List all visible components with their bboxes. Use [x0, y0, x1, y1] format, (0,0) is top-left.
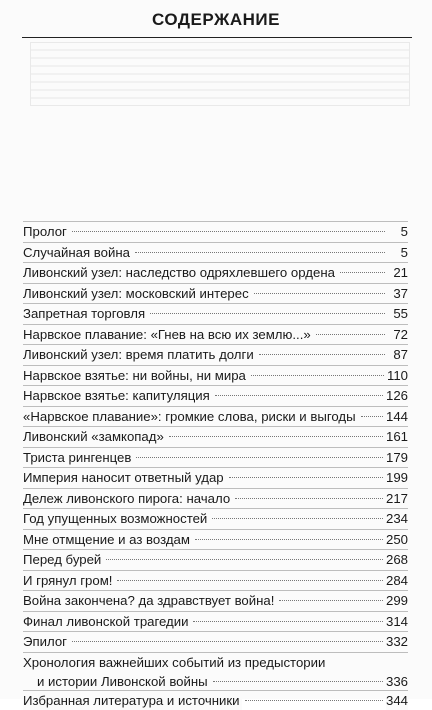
toc-entry — [23, 406, 408, 427]
toc-entry-page: 234 — [386, 509, 408, 529]
toc-leader-dots — [72, 641, 383, 642]
toc-entry — [23, 283, 408, 304]
toc-entry — [23, 365, 408, 386]
toc-leader-dots — [259, 354, 385, 355]
toc-entry-page: 336 — [386, 672, 408, 692]
toc-leader-dots — [279, 600, 383, 601]
toc-entry — [23, 549, 408, 570]
toc-entry-page: 110 — [387, 366, 408, 386]
toc-leader-dots — [193, 621, 383, 622]
toc-leader-dots — [136, 457, 383, 458]
bleed-through-block — [30, 42, 410, 106]
toc-entry-page: 144 — [386, 407, 408, 427]
toc-entry — [23, 344, 408, 365]
toc-entry-title: Перед бурей — [23, 550, 103, 570]
toc-entry-page: 126 — [386, 386, 408, 406]
toc-entry-page: 5 — [388, 243, 408, 263]
toc-entry-title: Случайная война — [23, 243, 132, 263]
toc-entry-title-line2: и истории Ливонской войны — [37, 672, 210, 692]
toc-entry — [23, 508, 408, 529]
toc-entry — [23, 652, 408, 690]
toc-entry — [23, 221, 408, 242]
toc-entry-title: Ливонский узел: московский интерес — [23, 284, 251, 304]
table-of-contents — [23, 221, 408, 710]
toc-entry-title: Дележ ливонского пирога: начало — [23, 489, 232, 509]
toc-entry-title: Год упущенных возможностей — [23, 509, 209, 529]
toc-entry-page: 217 — [386, 489, 408, 509]
toc-entry-page: 299 — [386, 591, 408, 611]
toc-entry-title: Финал ливонской трагедии — [23, 612, 190, 632]
toc-entry — [23, 467, 408, 488]
toc-entry-title: Ливонский узел: наследство одряхлевшего ордена — [23, 263, 337, 283]
toc-entry-page: 87 — [388, 345, 408, 365]
toc-entry-title: Триста рингенцев — [23, 448, 133, 468]
toc-entry-page: 55 — [388, 304, 408, 324]
toc-leader-dots — [150, 313, 385, 314]
toc-entry-title: Ливонский «замкопад» — [23, 427, 166, 447]
toc-entry-page: 37 — [388, 284, 408, 304]
toc-leader-dots — [361, 416, 383, 417]
toc-entry — [23, 529, 408, 550]
toc-entry — [23, 262, 408, 283]
toc-entry-title: Избранная литература и источники — [23, 691, 242, 710]
toc-leader-dots — [195, 539, 383, 540]
page-title: СОДЕРЖАНИЕ — [0, 10, 432, 30]
toc-entry-title: Нарвское взятье: капитуляция — [23, 386, 212, 406]
toc-entry — [23, 385, 408, 406]
toc-entry-page: 21 — [388, 263, 408, 283]
toc-leader-dots — [316, 334, 385, 335]
toc-entry — [23, 426, 408, 447]
toc-entry-title: Эпилог — [23, 632, 69, 652]
toc-entry — [23, 590, 408, 611]
toc-entry-page: 250 — [386, 530, 408, 550]
toc-entry — [23, 242, 408, 263]
toc-entry-page: 332 — [386, 632, 408, 652]
toc-entry-title: Ливонский узел: время платить долги — [23, 345, 256, 365]
toc-entry-title-line1: Хронология важнейших событий из предыстории — [23, 653, 408, 673]
toc-entry — [23, 631, 408, 652]
toc-entry — [23, 488, 408, 509]
toc-entry — [23, 324, 408, 345]
toc-leader-dots — [117, 580, 383, 581]
toc-entry-page: 344 — [386, 691, 408, 710]
toc-entry-title: Нарвское плавание: «Гнев на всю их землю...» — [23, 325, 313, 345]
toc-leader-dots — [72, 231, 385, 232]
toc-entry-page: 5 — [388, 222, 408, 242]
toc-entry-title: Пролог — [23, 222, 69, 242]
toc-entry-title: Война закончена? да здравствует война! — [23, 591, 276, 611]
toc-entry-title: Запретная торговля — [23, 304, 147, 324]
toc-entry — [23, 611, 408, 632]
toc-entry — [23, 447, 408, 468]
toc-leader-dots — [215, 395, 383, 396]
toc-leader-dots — [340, 272, 385, 273]
toc-entry — [23, 303, 408, 324]
toc-entry-page: 72 — [388, 325, 408, 345]
toc-leader-dots — [169, 436, 383, 437]
toc-entry — [23, 690, 408, 710]
toc-entry — [23, 570, 408, 591]
toc-entry-title: И грянул гром! — [23, 571, 114, 591]
toc-entry-page: 199 — [386, 468, 408, 488]
toc-leader-dots — [229, 477, 383, 478]
toc-leader-dots — [213, 681, 383, 682]
toc-entry-page: 179 — [386, 448, 408, 468]
toc-entry-page: 314 — [386, 612, 408, 632]
toc-leader-dots — [245, 700, 383, 701]
toc-leader-dots — [135, 252, 385, 253]
toc-leader-dots — [106, 559, 383, 560]
toc-entry-page: 161 — [386, 427, 408, 447]
toc-leader-dots — [235, 498, 383, 499]
toc-leader-dots — [254, 293, 385, 294]
toc-entry-title: «Нарвское плавание»: громкие слова, риски и выгоды — [23, 407, 358, 427]
toc-entry-title: Империя наносит ответный удар — [23, 468, 226, 488]
toc-leader-dots — [251, 375, 384, 376]
title-rule — [22, 37, 412, 38]
toc-leader-dots — [212, 518, 383, 519]
toc-entry-page: 268 — [386, 550, 408, 570]
toc-entry-page: 284 — [386, 571, 408, 591]
toc-entry-title: Мне отмщение и аз воздам — [23, 530, 192, 550]
toc-entry-title: Нарвское взятье: ни войны, ни мира — [23, 366, 248, 386]
